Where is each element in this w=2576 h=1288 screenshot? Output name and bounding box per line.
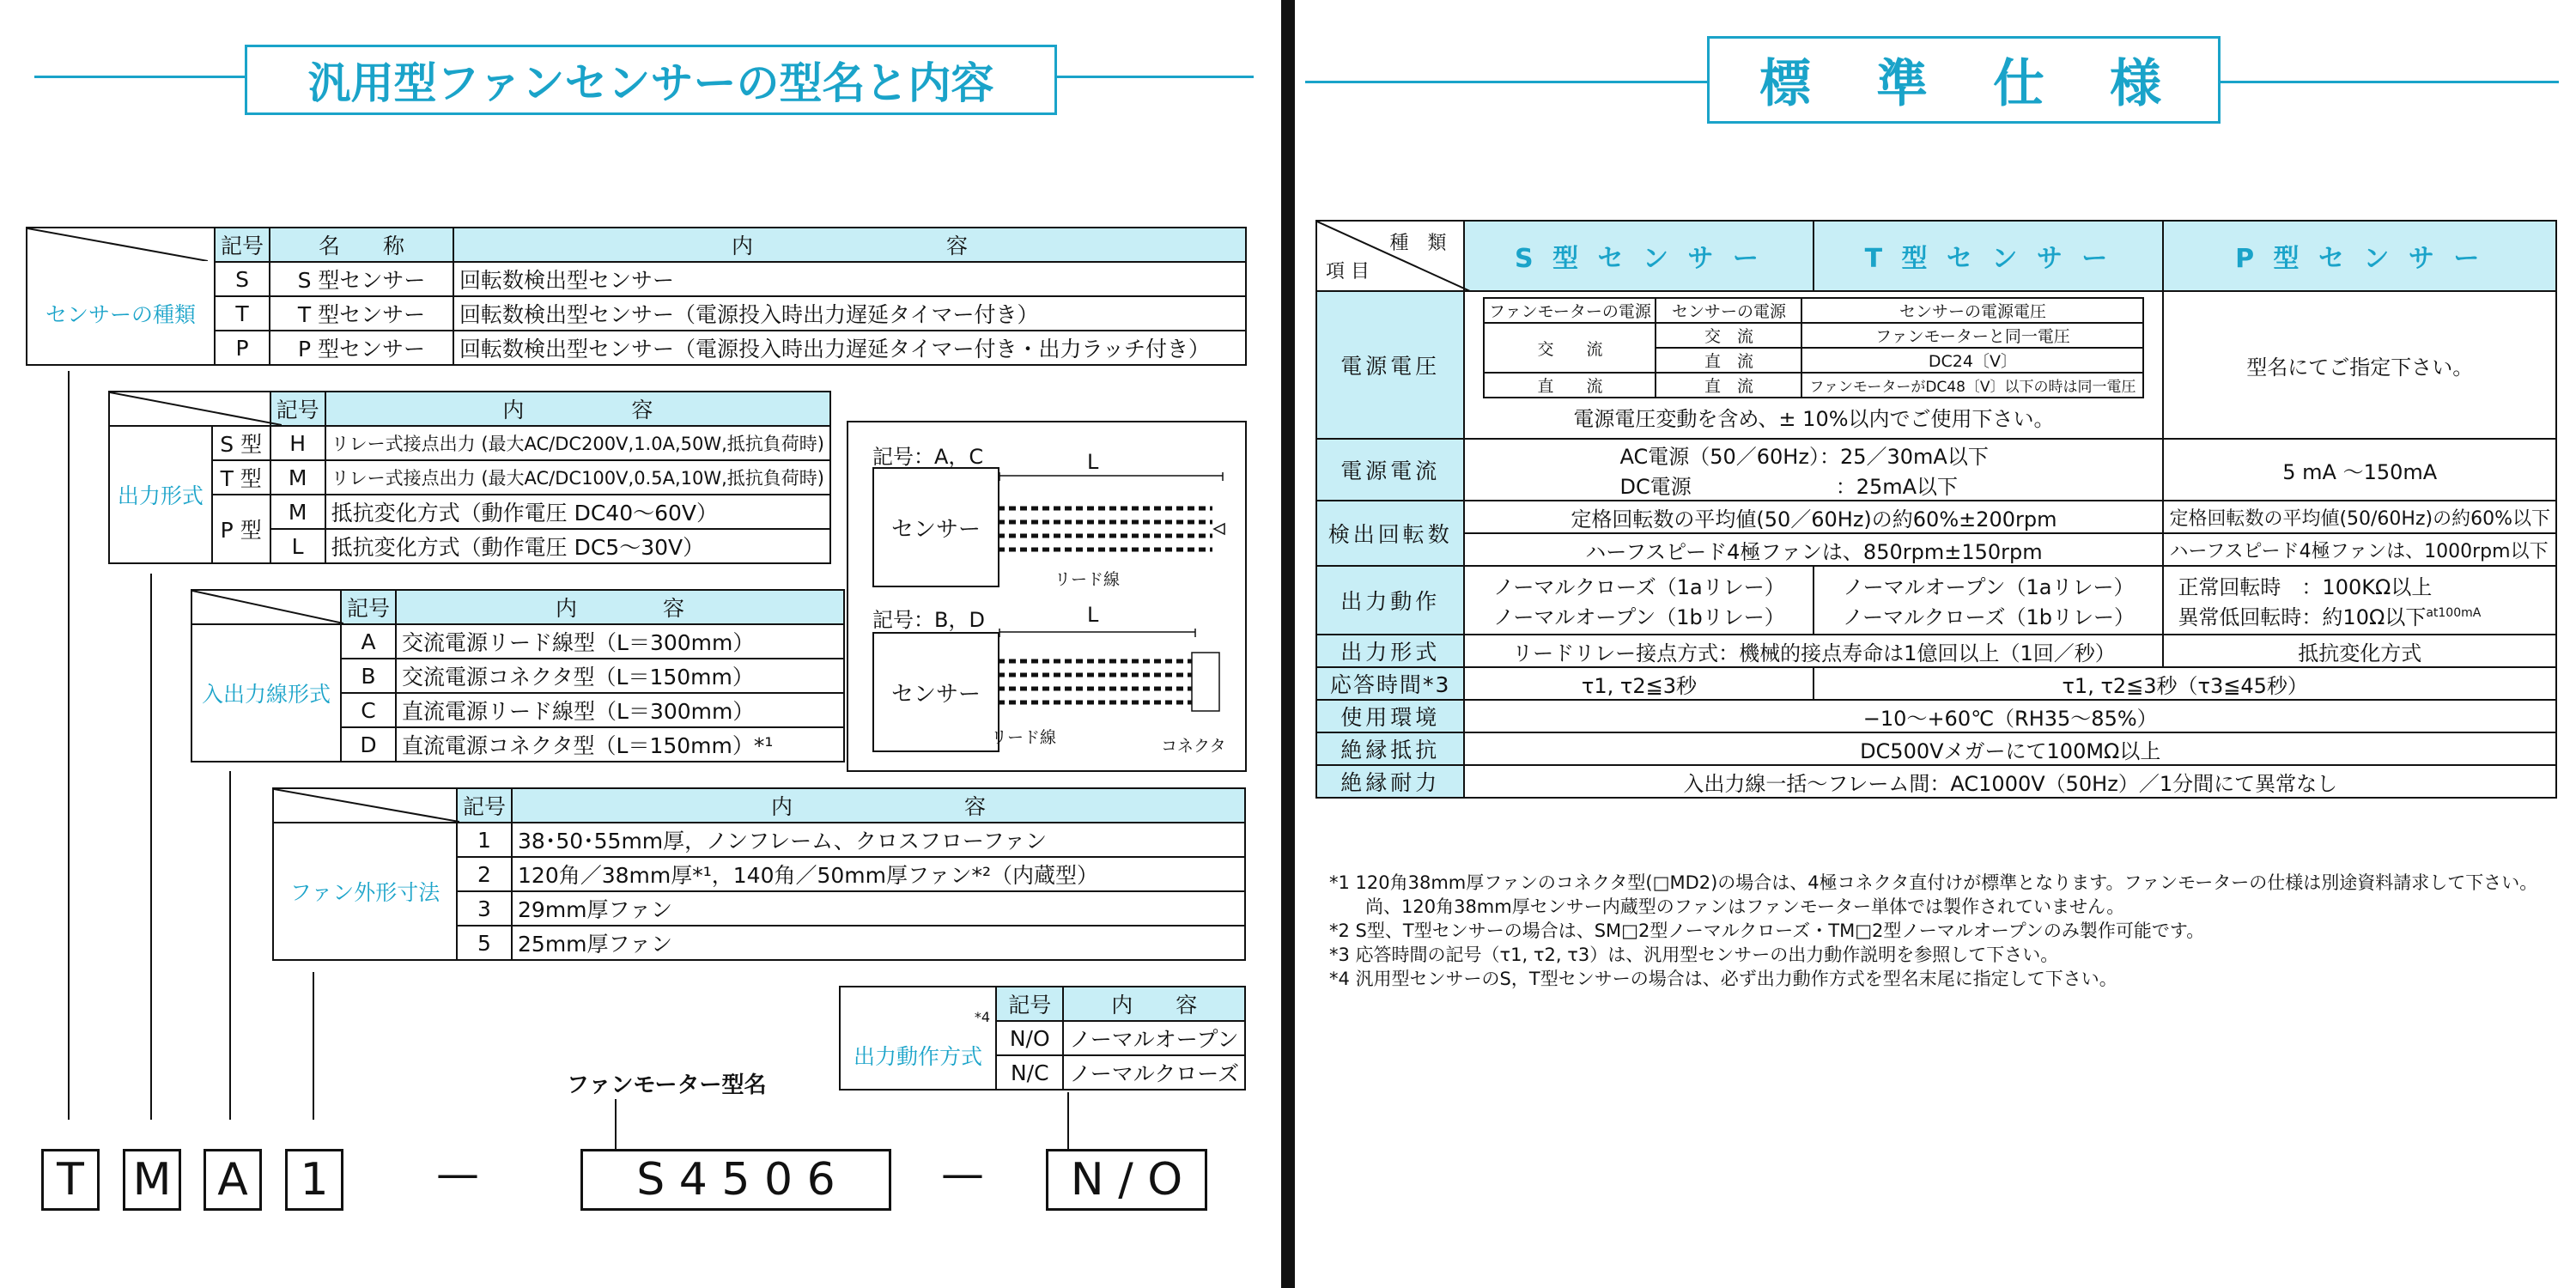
wire-type-table [191,589,845,762]
fan-size-table [272,787,1246,961]
current-st-cell [1464,439,2163,501]
model-char-t: T [41,1149,100,1211]
row-voltage-label: 電源電圧 [1316,291,1464,439]
rpm-st2: ハーフスピード4極ファンは、850rpm±150rpm [1464,533,2163,566]
code-cell: B [341,659,396,693]
row-response-label: 応答時間*3 [1316,667,1464,700]
code-cell: L [270,529,325,563]
voltage-st-cell [1464,291,2163,439]
group-t: T 型 [212,460,270,495]
action-p2-row [2178,600,2550,630]
inner-cell: ファンモーターがDC48〔V〕以下の時は同一電圧 [1801,373,2143,398]
row-withstand-label: 絶縁耐力 [1316,765,1464,798]
header-code: 記号 [215,228,270,262]
category-wire-type: 入出力線形式 [191,624,341,762]
content-cell: リレー式接点出力 (最大AC/DC200V,1.0A,50W,抵抗負荷時) [325,426,830,460]
header-name: 名 称 [270,228,453,262]
row-rpm-label: 検出回転数 [1316,501,1464,566]
corner-cell [109,392,270,426]
form-st: リードリレー接点方式：機械的接点寿命は1億回以上（1回／秒） [1464,635,2163,667]
content-cell: 直流電源コネクタ型（L＝150mm）*¹ [396,727,844,762]
content-cell: リレー式接点出力 (最大AC/DC100V,0.5A,10W,抵抗負荷時) [325,460,830,495]
voltage-p: 型名にてご指定下さい。 [2163,291,2556,439]
inner-cell: DC24〔V〕 [1801,348,2143,373]
header-content: 内 容 [1063,987,1245,1021]
col-t-sensor: T 型 セ ン サ ー [1814,221,2163,291]
rpm-p1: 定格回転数の平均値(50/60Hz)の約60%以下 [2163,501,2556,533]
content-cell: 25mm厚ファン [512,926,1245,960]
content-cell: 直流電源リード線型（L＝300mm） [396,693,844,727]
header-code: 記号 [270,392,325,426]
action-s2: ノーマルオープン（1bリレー） [1493,605,1785,629]
form-p: 抵抗変化方式 [2163,635,2556,667]
diagram-bd-label: 記号：B，D [872,608,985,632]
content-cell: 29mm厚ファン [512,891,1245,926]
action-p2-sup: at100mA [2426,606,2482,620]
col-p-sensor: P 型 セ ン サ ー [2163,221,2556,291]
row-current-label: 電源電流 [1316,439,1464,501]
response-s: τ1, τ2≦3秒 [1464,667,1814,700]
corner-cell [191,590,341,624]
header-code: 記号 [341,590,396,624]
voltage-note: 電源電圧変動を含め、± 10%以内でご使用下さい。 [1573,407,2055,431]
connector-label: コネクタ [1161,737,1226,756]
content-cell: ノーマルオープン [1063,1021,1245,1055]
model-dash-1: — [436,1149,479,1199]
spec-table [1315,220,2557,799]
category-output-type: 出力形式 [109,426,212,563]
content-cell: 抵抗変化方式（動作電圧 DC5～30V） [325,529,830,563]
inner-head: センサーの電源電圧 [1801,298,2143,323]
sensor-type-table [26,227,1247,366]
row-action-label: 出力動作 [1316,566,1464,635]
connector-line [615,1099,617,1149]
category-fan-size: ファン外形寸法 [273,823,457,960]
action-t1: ノーマルオープン（1aリレー） [1843,575,2135,599]
inner-cell: 直 流 [1656,373,1801,398]
action-s1: ノーマルクローズ（1aリレー） [1493,575,1785,599]
content-cell: 38･50･55mm厚，ノンフレーム、クロスフローファン [512,823,1245,857]
action-p-cell [2163,566,2556,635]
content-cell: 回転数検出型センサー（電源投入時出力遅延タイマー付き） [453,296,1246,331]
code-cell: N/C [996,1055,1063,1090]
lead-label-ac: リード線 [1054,570,1121,589]
code-cell: 1 [457,823,512,857]
footnote: *2 S型、T型センサーの場合は、SM□2型ノーマルクローズ・TM□2型ノーマルオープンのみ製作可能です。 [1329,920,2205,941]
current-p: 5 mA ～150mA [2163,439,2556,501]
code-cell: H [270,426,325,460]
inner-ac: 交 流 [1484,323,1656,373]
model-char-m: M [123,1149,181,1211]
corner-cell [27,228,215,262]
header-content: 内 容 [453,228,1246,262]
wire-diagram-panel [847,421,1247,772]
output-type-table [108,391,831,564]
connector-line [313,972,314,1120]
rpm-p2: ハーフスピード4極ファンは、1000rpm以下 [2163,533,2556,566]
action-p1: 正常回転時 ：100KΩ以上 [2178,575,2433,599]
content-cell: 交流電源リード線型（L＝300mm） [396,624,844,659]
category-output-action [840,1009,996,1090]
diagram-length-label: L [1087,450,1099,474]
inner-cell: 交 流 [1656,323,1801,348]
note-mark: *4 [974,1009,991,1025]
action-p2: 異常低回転時：約10Ω以下 [2178,605,2427,629]
code-cell: M [270,460,325,495]
content-cell: ノーマルクローズ [1063,1055,1245,1090]
current-ac: AC電源（50／60Hz）：25／30mA以下 [1619,445,1989,469]
diagram-ac-label: 記号：A，C [872,445,984,469]
right-page-title: 標 準 仕 様 [1707,36,2221,124]
connector-line [150,574,152,1120]
inner-cell: ファンモーターと同一電圧 [1801,323,2143,348]
sensor-block-ac: センサー [872,467,999,587]
spec-corner [1316,221,1464,291]
code-cell: T [215,296,270,331]
connector-line [1067,1092,1069,1149]
code-cell: 5 [457,926,512,960]
group-s: S 型 [212,426,270,460]
lead-wires-ac [998,472,1238,575]
response-tp: τ1, τ2≦3秒（τ3≦45秒） [1814,667,2556,700]
footnote: *4 汎用型センサーのS，T型センサーの場合は、必ず出力動作方式を型名末尾に指定して下さい。 [1329,969,2117,989]
name-cell: S 型センサー [270,262,453,296]
withstand-value: 入出力線一括～フレーム間：AC1000V（50Hz）／1分間にて異常なし [1464,765,2556,798]
insulation-value: DC500Vメガーにて100MΩ以上 [1464,732,2556,765]
spec-corner-bottom: 項 目 [1326,261,1370,283]
action-t2: ノーマルクローズ（1bリレー） [1842,605,2135,629]
header-content: 内 容 [396,590,844,624]
footnote: *3 応答時間の記号（τ1, τ2, τ3）は、汎用型センサーの出力動作説明を参照して下さい。 [1329,945,2059,965]
header-code: 記号 [457,788,512,823]
model-char-1: 1 [285,1149,343,1211]
corner-cell [273,788,457,823]
header-content: 内 容 [512,788,1245,823]
name-cell: P 型センサー [270,331,453,365]
model-char-a: A [204,1149,262,1211]
code-cell: N/O [996,1021,1063,1055]
rpm-st1: 定格回転数の平均値(50／60Hz)の約60%±200rpm [1464,501,2163,533]
header-code: 記号 [996,987,1063,1021]
code-cell: P [215,331,270,365]
code-cell: M [270,495,325,529]
lead-label-bd: リード線 [991,728,1057,747]
row-insulation-label: 絶縁抵抗 [1316,732,1464,765]
output-action-table [839,986,1246,1091]
name-cell: T 型センサー [270,296,453,331]
col-s-sensor: S 型 セ ン サ ー [1464,221,1814,291]
model-dash-2: — [941,1149,984,1199]
header-content: 内 容 [325,392,830,426]
connector-line [68,371,70,1120]
inner-cell: 直 流 [1656,348,1801,373]
voltage-inner-table [1483,297,2144,398]
code-cell: S [215,262,270,296]
content-cell: 120角／38mm厚*¹，140角／50mm厚ファン*²（内蔵型） [512,857,1245,891]
code-cell: A [341,624,396,659]
category-sensor-type: センサーの種類 [27,262,215,365]
env-value: −10～+60℃（RH35～85%） [1464,700,2556,732]
action-t-cell [1814,566,2163,635]
group-p: P 型 [212,495,270,563]
content-cell: 回転数検出型センサー [453,262,1246,296]
category-output-action-label: 出力動作方式 [854,1043,983,1069]
model-motor-code: S 4 5 0 6 [580,1149,891,1211]
code-cell: C [341,693,396,727]
code-cell: 2 [457,857,512,891]
footnote: *1 120角38mm厚ファンのコネクタ型(□MD2)の場合は、4極コネクタ直付けが標準となります。ファンモーターの仕様は別途資料請求して下さい。 [1329,872,2538,893]
inner-dc: 直 流 [1484,373,1656,398]
footnote: 尚、120角38mm厚センサー内蔵型のファンはファンモーター単体では製作されていません。 [1329,896,2125,917]
model-output-suffix: N / O [1046,1149,1207,1211]
current-dc: DC電源 ：25mA以下 [1619,475,1959,499]
left-page-title: 汎用型ファンセンサーの型名と内容 [245,45,1057,115]
code-cell: D [341,727,396,762]
page-divider [1281,0,1295,1288]
row-form-label: 出力形式 [1316,635,1464,667]
corner-cell [840,987,996,1021]
content-cell: 抵抗変化方式（動作電圧 DC40～60V） [325,495,830,529]
inner-head: ファンモーターの電源 [1484,298,1656,323]
lead-wires-bd [998,629,1238,732]
connector-line [615,1099,617,1101]
spec-corner-top: 種 類 [1389,233,1447,254]
inner-head: センサーの電源 [1656,298,1801,323]
content-cell: 回転数検出型センサー（電源投入時出力遅延タイマー付き・出力ラッチ付き） [453,331,1246,365]
motor-model-label: ファンモーター型名 [567,1072,767,1098]
connector-line [229,771,231,1120]
sensor-block-bd: センサー [872,632,999,752]
diagram-length-label-2: L [1087,603,1099,627]
code-cell: 3 [457,891,512,926]
action-s-cell [1464,566,1814,635]
content-cell: 交流電源コネクタ型（L＝150mm） [396,659,844,693]
row-env-label: 使用環境 [1316,700,1464,732]
